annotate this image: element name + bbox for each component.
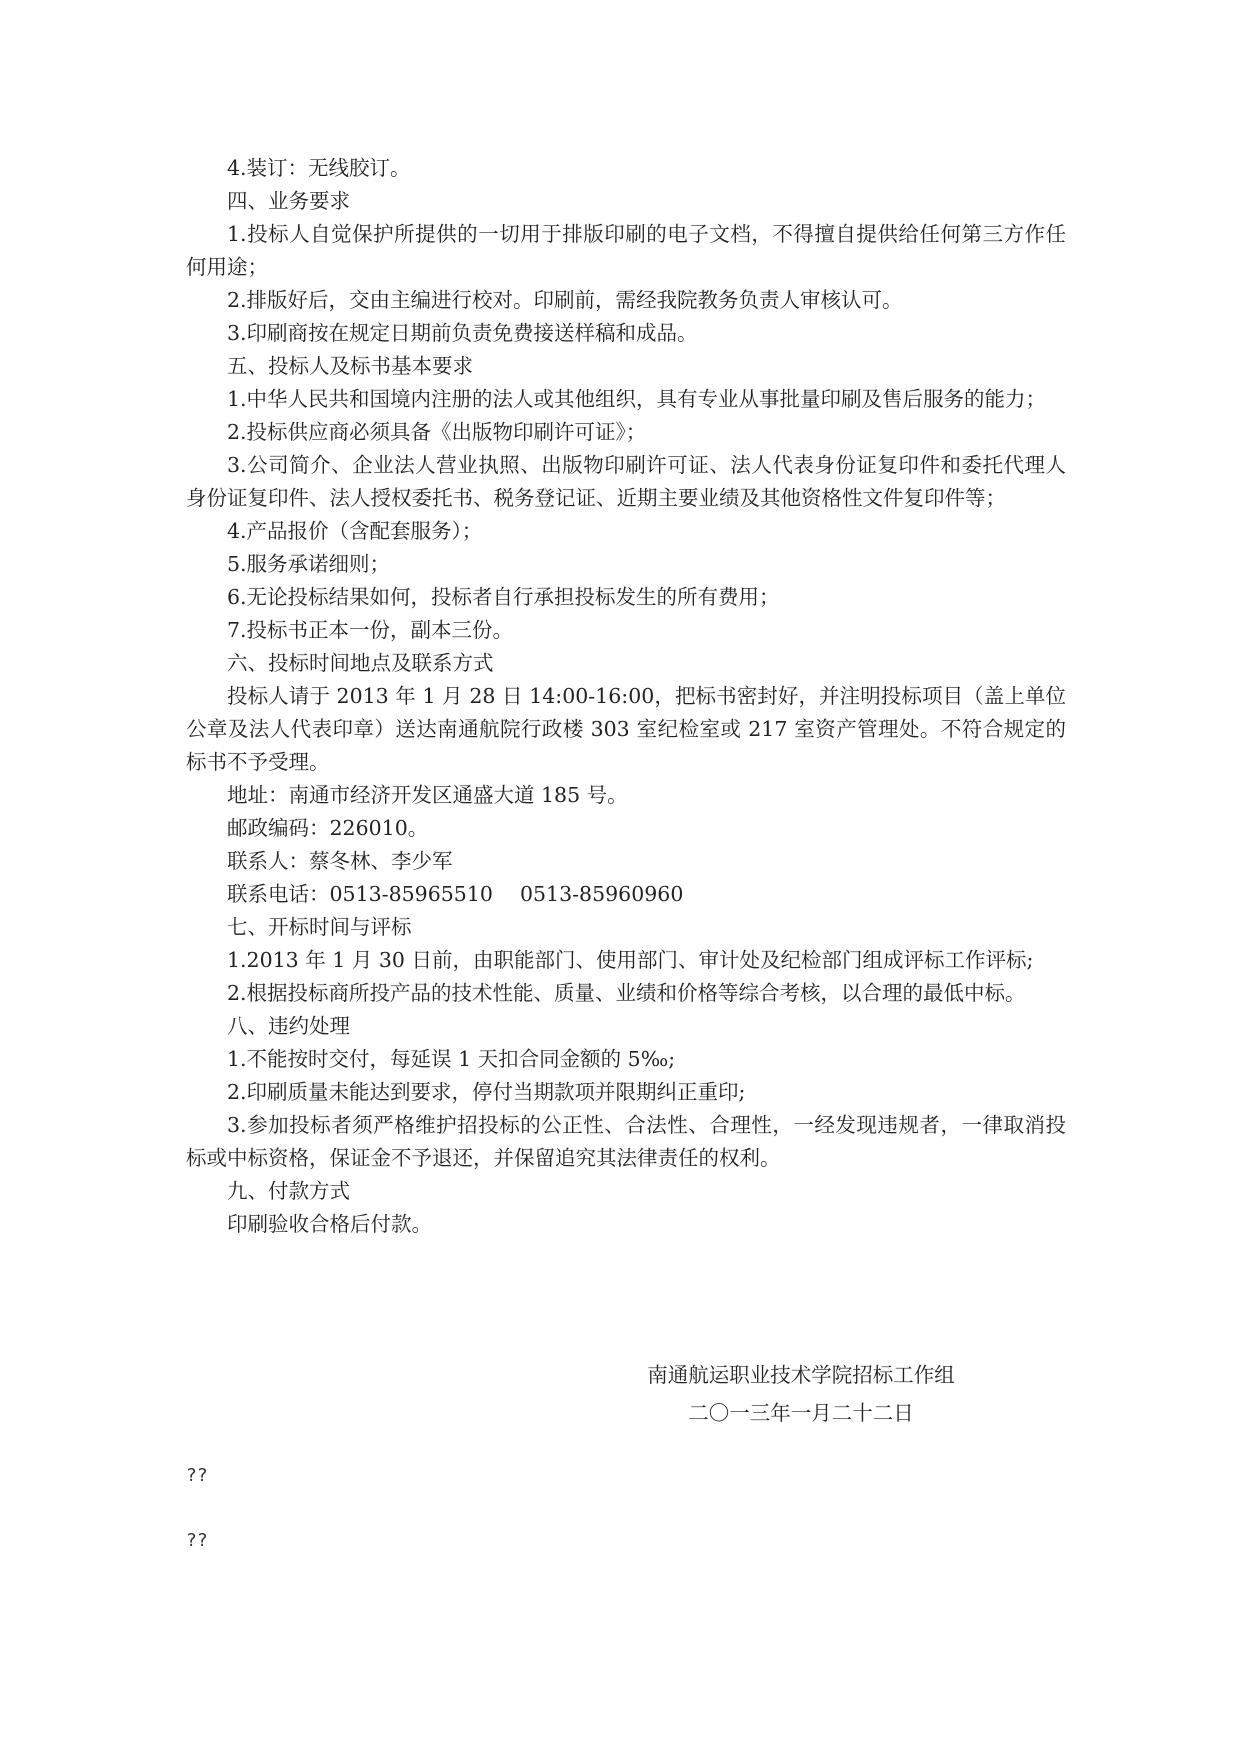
trailing-mark: ?? <box>186 1465 208 1486</box>
section-heading: 七、开标时间与评标 <box>227 915 412 939</box>
postal-code-line: 邮政编码：226010。 <box>227 816 429 840</box>
contact-person-line: 联系人：蔡冬林、李少军 <box>227 849 453 873</box>
paragraph: 1.不能按时交付，每延误 1 天扣合同金额的 5‰; <box>227 1047 676 1071</box>
paragraph: 1.投标人自觉保护所提供的一切用于排版印刷的电子文档，不得擅自提供给任何第三方作任何用途； <box>186 222 1066 279</box>
section-heading: 四、业务要求 <box>227 189 350 213</box>
paragraph: 2.投标供应商必须具备《出版物印刷许可证》； <box>227 420 647 444</box>
paragraph: 2.根据投标商所投产品的技术性能、质量、业绩和价格等综合考核，以合理的最低中标。 <box>227 981 1026 1005</box>
paragraph: 1.中华人民共和国境内注册的法人或其他组织，具有专业从事批量印刷及售后服务的能力； <box>227 387 1047 411</box>
paragraph: 7.投标书正本一份，副本三份。 <box>227 618 514 642</box>
paragraph: 6.无论投标结果如何，投标者自行承担投标发生的所有费用； <box>227 585 780 609</box>
paragraph: 印刷验收合格后付款。 <box>227 1212 432 1236</box>
paragraph: 投标人请于 2013 年 1 月 28 日 14:00-16:00，把标书密封好，并注明投标项目（盖上单位公章及法人代表印章）送达南通航院行政楼 303 室纪检室或 217 室资产管理处。不符合规定的标书不予受理。 <box>186 684 1066 774</box>
trailing-mark: ?? <box>186 1530 208 1551</box>
section-heading: 六、投标时间地点及联系方式 <box>227 651 494 675</box>
signature-date: 二〇一三年一月二十二日 <box>688 1401 914 1425</box>
paragraph: 4.装订：无线胶订。 <box>227 156 411 180</box>
contact-phone-line: 联系电话：0513-85965510 0513-85960960 <box>227 882 684 906</box>
document-body <box>186 152 1066 1241</box>
paragraph: 2.印刷质量未能达到要求，停付当期款项并限期纠正重印; <box>227 1080 746 1104</box>
paragraph: 2.排版好后，交由主编进行校对。印刷前，需经我院教务负责人审核认可。 <box>227 288 903 312</box>
paragraph: 4.产品报价（含配套服务）； <box>227 519 483 543</box>
paragraph: 3.印刷商按在规定日期前负责免费接送样稿和成品。 <box>227 321 698 345</box>
paragraph: 3.公司简介、企业法人营业执照、出版物印刷许可证、法人代表身份证复印件和委托代理人身份证复印件、法人授权委托书、税务登记证、近期主要业绩及其他资格性文件复印件等； <box>186 453 1066 510</box>
section-heading: 五、投标人及标书基本要求 <box>227 354 473 378</box>
signature-organization: 南通航运职业技术学院招标工作组 <box>647 1363 955 1387</box>
signature-block <box>620 1356 982 1432</box>
paragraph: 3.参加投标者须严格维护招投标的公正性、合法性、合理性，一经发现违规者，一律取消投标或中标资格，保证金不予退还，并保留追究其法律责任的权利。 <box>186 1113 1066 1170</box>
paragraph: 1.2013 年 1 月 30 日前，由职能部门、使用部门、审计处及纪检部门组成评标工作评标; <box>227 948 1034 972</box>
section-heading: 八、违约处理 <box>227 1014 350 1038</box>
paragraph: 5.服务承诺细则； <box>227 552 391 576</box>
address-line: 地址：南通市经济开发区通盛大道 185 号。 <box>227 783 628 807</box>
section-heading: 九、付款方式 <box>227 1179 350 1203</box>
